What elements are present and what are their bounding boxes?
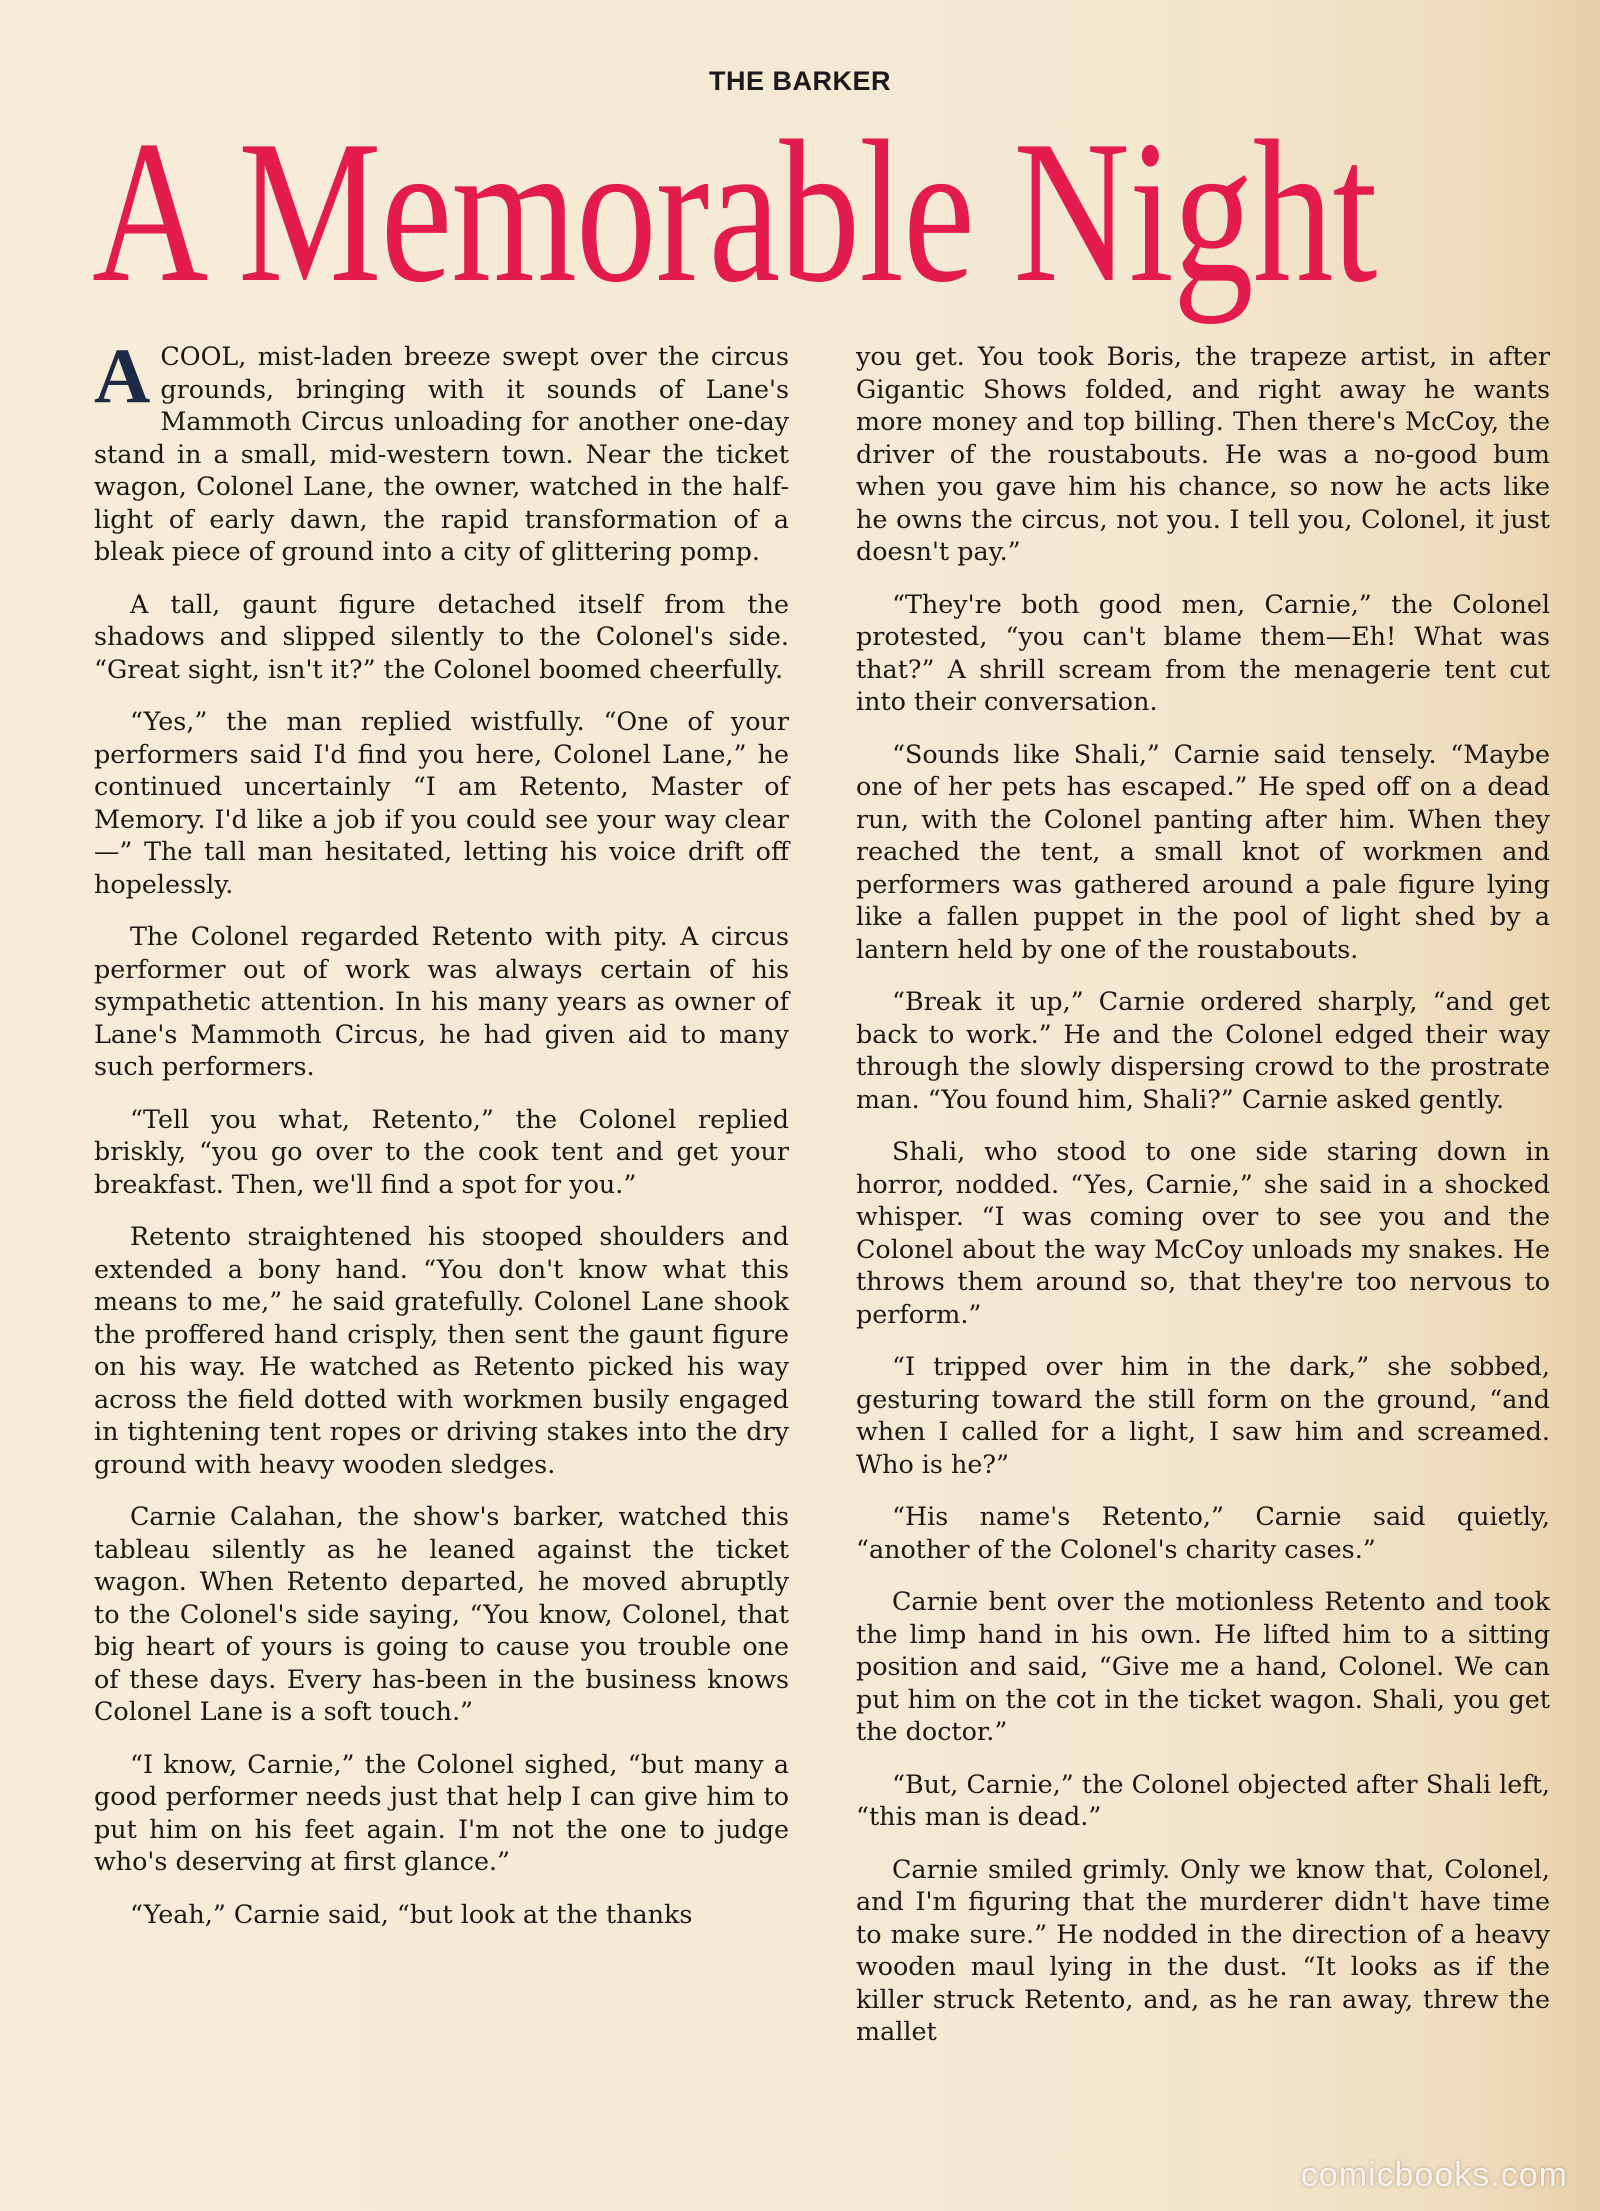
paragraph: “I know, Carnie,” the Colonel sighed, “but many a good performer needs just that help I can give him to put him on his feet again. I'm not the one to judge who's deserving at first glance.” (94, 1748, 789, 1876)
story-title: A Memorable Night (92, 99, 1377, 325)
paragraph: “Break it up,” Carnie ordered sharply, “and get back to work.” He and the Colonel edged their way through the slowly dispersing crowd to the prostrate man. “You found him, Shali?” Carnie asked gently. (856, 986, 1550, 1114)
paragraph: “His name's Retento,” Carnie said quietly, “another of the Colonel's charity cases.” (856, 1501, 1550, 1564)
paragraph: A tall, gaunt figure detached itself from the shadows and slipped silently to the Colonel's side. “Great sight, isn't it?” the Colonel boomed cheerfully. (94, 588, 789, 684)
paragraph: The Colonel regarded Retento with pity. A circus performer out of work was always certain of his sympathetic attention. In his many years as owner of Lane's Mammoth Circus, he had given aid to many such performers. (94, 921, 789, 1081)
left-column (94, 332, 789, 1950)
paragraph: Carnie bent over the motionless Retento and took the limp hand in his own. He lifted him to a sitting position and said, “Give me a hand, Colonel. We can put him on the cot in the ticket wagon. Shali, you get the doctor.” (856, 1586, 1550, 1746)
paragraph: “Tell you what, Retento,” the Colonel replied briskly, “you go over to the cook tent and get your breakfast. Then, we'll find a spot for you.” (94, 1103, 789, 1199)
drop-cap: A (94, 332, 151, 419)
paragraph: “Yes,” the man replied wistfully. “One of your performers said I'd find you here, Colonel Lane,” he continued uncertainly “I am Retento, Master of Memory. I'd like a job if you could see your way clear—” The tall man hesitated, letting his voice drift off hopelessly. (94, 706, 789, 899)
paragraph: “But, Carnie,” the Colonel objected after Shali left, “this man is dead.” (856, 1768, 1550, 1831)
paragraph: Shali, who stood to one side staring down in horror, nodded. “Yes, Carnie,” she said in a shocked whisper. “I was coming over to see you and the Colonel about the way McCoy unloads my snakes. He throws them around so, that they're too nervous to perform.” (856, 1136, 1550, 1329)
paragraph: “They're both good men, Carnie,” the Colonel protested, “you can't blame them—Eh! What was that?” A shrill scream from the menagerie tent cut into their conversation. (856, 588, 1550, 716)
right-column (856, 340, 1550, 2068)
paragraph-text: COOL, mist-laden breeze swept over the circus grounds, bringing with it sounds of Lane's Mammoth Circus unloading for another one-day stand in a small, mid-western town. Near the ticket wagon, Colonel Lane, the owner, watched in the half-light of early dawn, the rapid transformation of a bleak piece of ground into a city of glittering pomp. (94, 341, 789, 566)
paragraph: “Yeah,” Carnie said, “but look at the thanks (130, 1898, 693, 1929)
section-label: THE BARKER (708, 66, 891, 96)
paragraph: “I tripped over him in the dark,” she sobbed, gesturing toward the still form on the ground, “and when I called for a light, I saw him and screamed. Who is he?” (856, 1351, 1550, 1479)
paragraph: Retento straightened his stooped shoulders and extended a bony hand. “You don't know what this means to me,” he said gratefully. Colonel Lane shook the proffered hand crisply, then sent the gaunt figure on his way. He watched as Retento picked his way across the field dotted with workmen busily engaged in tightening tent ropes or driving stakes into the dry ground with heavy wooden sledges. (94, 1221, 789, 1479)
site-watermark: comicbooks.com (1300, 2156, 1568, 2194)
paragraph (94, 332, 789, 568)
paragraph: you get. You took Boris, the trapeze artist, in after Gigantic Shows folded, and right away he wants more money and top billing. Then there's McCoy, the driver of the roustabouts. He was a no-good bum when you gave him his chance, so now he acts like he owns the circus, not you. I tell you, Colonel, it just doesn't pay.” (856, 341, 1550, 566)
paragraph: Carnie Calahan, the show's barker, watched this tableau silently as he leaned against the ticket wagon. When Retento departed, he moved abruptly to the Colonel's side saying, “You know, Colonel, that big heart of yours is going to cause you trouble one of these days. Every has-been in the business knows Colonel Lane is a soft touch.” (94, 1501, 789, 1726)
paragraph: Carnie smiled grimly. Only we know that, Colonel, and I'm figuring that the murderer didn't have time to make sure.” He nodded in the direction of a heavy wooden maul lying in the dust. “It looks as if the killer struck Retento, and, as he ran away, threw the mallet (856, 1853, 1550, 2046)
paragraph: “Sounds like Shali,” Carnie said tensely. “Maybe one of her pets has escaped.” He sped off on a dead run, with the Colonel panting after him. When they reached the tent, a small knot of workmen and performers was gathered around a pale figure lying like a fallen puppet in the pool of light shed by a lantern held by one of the roustabouts. (856, 738, 1550, 964)
